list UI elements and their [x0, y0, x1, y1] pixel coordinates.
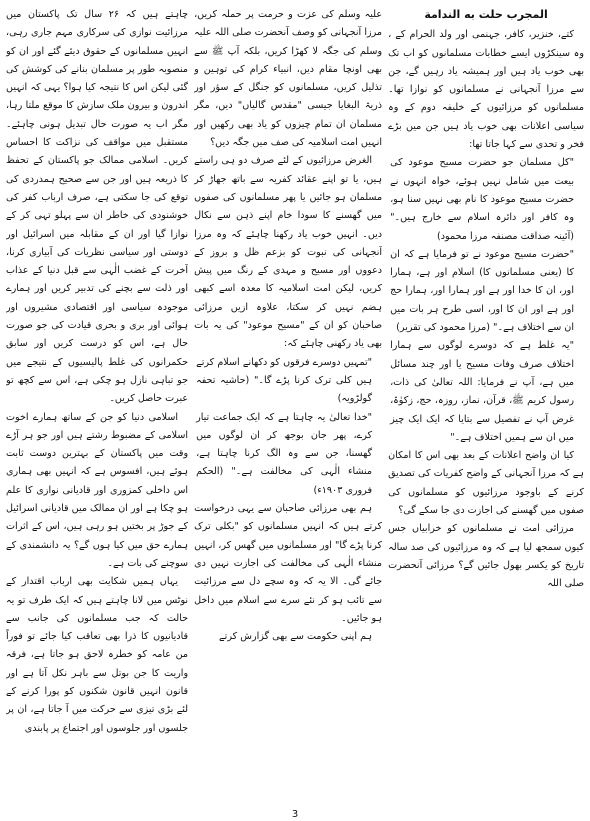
paragraph: کیا ان واضح اعلانات کے بعد بھی اس کا امکان ہے کہ مرزا آنجہانی کے واضح کفریات کی تصدیق کرنے کے باوجود مرزائیوں کو مسلمانوں کی صفوں میں گھسنے کی اجازت دی جا سکے گی؟	[388, 450, 584, 517]
column-left	[6, 6, 188, 818]
quote-block: "خدا تعالیٰ یہ چاہتا ہے کہ ایک جماعت تیار کرے، پھر جان بوجھ کر ان لوگوں میں گھسنا، جن سے وہ الگ کرنا چاہتا ہے، منشاء الٰہی کی مخالفت ہے۔" (الحکم فروری ۱۹۰۳ء)	[196, 411, 373, 496]
quote-block: "تمہیں دوسرے فرقوں کو دکھانے اسلام کرتے ہیں کلی ترک کرنا پڑے گا۔" (حاشیہ تحفہ گولڑویہ)	[196, 356, 373, 405]
paragraph: چاہتے ہیں کہ ۲۶ سال تک پاکستان میں مرزائیت نوازی کی سرکاری مہم جاری رہی، انہیں مسلمانوں کے حقوق دیئے گئے اور ان کو منصوبہ طور پر مسلمان بنانے کی کوشش کی گئی لیکن اس کا نتیجہ کیا ہوا؟ یہی کہ انہیں اندرون و بیرون ملک سازش کا موقع ملتا رہا، مگر اب یہ صورت حال تبدیل ہونی چاہئے۔ مستقبل میں مواقف کی نزاکت کا احساس کریں۔ اسلامی ممالک جو پاکستان کے تحفظ کا ذریعہ ہیں اور جن سے صحیح ہمدردی کی توقع کی جا سکتی ہے، صرف ارباب کفر کی خوشنودی کی خاطر ان سے پہلو تہی کر کے نوازا گیا اور ان کے مقابلہ میں اسرائیل اور دوستی اور سیاسی نظریات کی آبیاری کرنا، آخرت کے غضب الٰہی سے قبل دنیا کے عذاب اور ذلت سے بچنے کی تدبیر کریں اور ہمارے موجودہ سیاسی اور اقتصادی مشیروں اور ہوائی اور بری و بحری قیادت کی جو صورت حال ہے، اس کو درست کریں اور سابق حکمرانوں کی غلط پالیسیوں کے نتیجے میں جو تباہی نازل ہو چکی ہے، اس سے کچھ تو عبرت حاصل کریں۔	[6, 9, 189, 405]
quote-block: "یہ غلط ہے کہ دوسرے لوگوں سے ہمارا اختلاف صرف وفات مسیح یا اور چند مسائل میں ہے، آپ نے فرمایا: اللہ تعالیٰ کی ذات، رسول کریم ﷺ، قرآن، نماز، روزہ، حج، زکوٰۃ، غرض آپ نے تفصیل سے بتایا کہ ایک ایک چیز میں ان سے ہمیں اختلاف ہے۔"	[390, 340, 574, 443]
paragraph: ہم اپنی حکومت سے بھی گزارش کرتے	[219, 631, 373, 643]
paragraph: یہاں ہمیں شکایت بھی ارباب اقتدار کے نوٹس میں لانا چاہتے ہیں کہ ایک طرف تو یہ حالت کہ جب مسلمانوں کی جانب سے قادیانیوں کا ذرا بھی تعاقب کیا جائے تو فوراً من عامہ کو خطرہ لاحق ہو جاتا ہے، فرقہ واریت کا جن بوتل سے باہر نکل آتا ہے اور قانون انہیں قانون شکنوں کو پورا کرنے کے لئے بڑی تیزی سے حرکت میں آ جاتا ہے، ان پر جلسوں اور جلوسوں اور اجتماع پر پابندی	[6, 576, 189, 734]
column-middle	[194, 6, 382, 818]
paragraph: اسلامی دنیا کو جن کے ساتھ ہمارے اخوت اسلامی کے مضبوط رشتے ہیں اور جو ہر آڑے وقت میں پاکستان کے بہترین دوست ثابت ہوئے ہیں، افسوس ہے کہ انہیں بھی ہماری اس داخلی کمزوری اور قادیانی نوازی کا علم ہو چکا ہے اور ان ممالک میں قادیانی اسرائیل کے جوڑ پر بختیں ہو رہی ہیں، اس کے اثرات ہمارے حق میں کیا ہوں گے؟ یہ دانشمندی کے سوچنے کی بات ہے۔	[6, 411, 189, 569]
quote-block: "حضرت مسیح موعود نے تو فرمایا ہے کہ ان کا (یعنی مسلمانوں کا) اسلام اور ہے، ہمارا اور، ان کا خدا اور ہے اور ہمارا اور، ہمارا حج اور ہے اور ان کا اور، اسی طرح ہر بات میں ان سے اختلاف ہے۔" (مرزا محمود کی تقریر)	[390, 248, 574, 334]
article-heading: المجرب حلت به الندامة	[424, 8, 548, 21]
column-right	[388, 6, 584, 818]
paragraph: مرزائی امت نے مسلمانوں کو خرابیاں جس کیوں سمجھ لیا ہے کہ وہ مرزائیوں کی صد سالہ تاریخ کو یکسر بھول جائیں گے؟ مرزائی آنحضرت صلی اللہ	[388, 523, 584, 590]
paragraph: ہم بھی مرزائی صاحبان سے یہی درخواست کرتے ہیں کہ انہیں مسلمانوں کو "بکلی ترک کرنا پڑے گا" اور مسلمانوں میں گھس کر، انہیں منشاء الٰہی کی مخالفت کی اجازت نہیں دی جائے گی۔ الا یہ کہ وہ سچے دل سے مرزائیت سے تائب ہو کر نئے سرے سے اسلام میں داخل ہو جائیں۔	[194, 503, 383, 624]
quote-block: "کل مسلمان جو حضرت مسیح موعود کی بیعت میں شامل نہیں ہوئے، خواہ انہوں نے حضرت مسیح موعود کا نام بھی نہیں سنا ہو، وہ کافر اور دائرہ اسلام سے خارج ہیں۔" (آئینہ صداقت مصنفہ مرزا محمود)	[390, 157, 574, 242]
paragraph: علیہ وسلم کی عزت و حرمت پر حملہ کریں، مرزا آنجہانی کو وصف آنحضرت صلی اللہ علیہ وسلم کی جگہ لا کھڑا کریں، بلکہ آپ ﷺ سے بھی اونچا مقام دیں، انبیاء کرام کی توہین و تذلیل کریں، مسلمانوں کو جنگل کے سؤر اور ذریۃ البغایا جیسی "مقدس گالیاں" دیں، مگر مسلمان ان تمام چیزوں کو یاد بھی رکھیں اور انہیں امت اسلامیہ کی صف میں جگہ دیں؟	[194, 9, 383, 149]
paragraph: کتے، خنزیر، کافر، جہنمی اور ولد الحرام کے ، وہ سینکڑوں ایسے خطابات مسلمانوں کو اب تک بھی خوب یاد ہیں اور ہمیشہ یاد رہیں گے، جن سے مرزا آنجہانی نے مسلمانوں کو نوازا تھا۔ مسلمانوں کو مرزائیوں کے خلیفہ دوم کے وہ سیاسی اعلانات بھی خوب یاد ہیں جن میں بڑے فخر و تحدی سے کہا جاتا تھا:	[388, 29, 584, 151]
page-number: 3	[291, 809, 299, 820]
paragraph: الغرض مرزائیوں کے لئے صرف دو ہی راستے ہیں، یا تو اپنے عقائد کفریہ سے باتھ جھاڑ کر مسلمان ہو جائیں یا پھر مسلمانوں کی صفوں میں گھسنے کا سودا خام اپنے ذہن سے نکال دیں۔ انہیں خوب یاد رکھنا چاہئے کہ وہ مرزا آنجہانی کی نبوت کو بزعم ظل و بروز کے دعووں اور مسیح و مہدی کے رنگ میں پیش کریں، لیکن امت اسلامیہ کا معدہ اسے کبھی ہضم نہیں کر سکتا، علاوہ ازیں مرزائی صاحبان کو ان کے "مسیح موعود" کی یہ بات بھی یاد رکھنی چاہئے کہ:	[194, 155, 383, 350]
